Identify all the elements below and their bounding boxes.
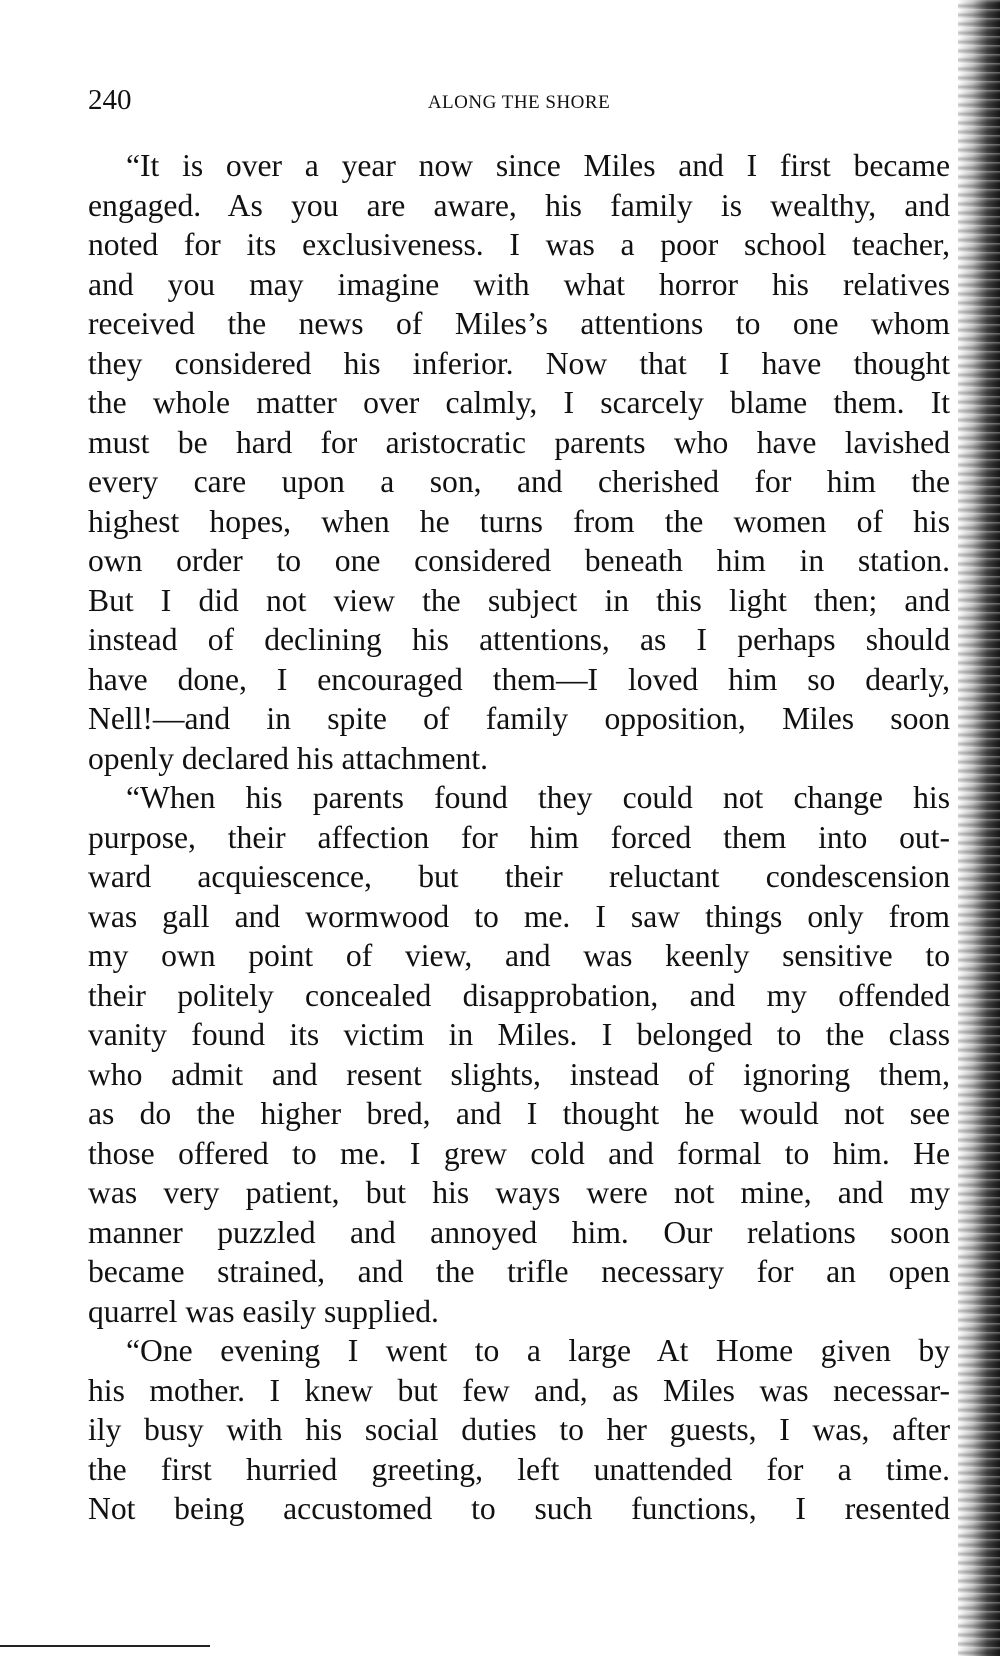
text-line: “One evening I went to a large At Home given by — [126, 1333, 950, 1368]
text-line: they considered his inferior. Now that I have thought — [88, 345, 950, 381]
text-line: quarrel was easily supplied. — [88, 1293, 439, 1329]
text-line: who admit and resent slights, instead of ignoring them, — [88, 1056, 950, 1092]
text-line: have done, I encouraged them—I loved him so dearly, — [88, 661, 950, 697]
running-title: ALONG THE SHORE — [427, 92, 611, 113]
page-number: 240 — [88, 84, 132, 116]
text-line: those offered to me. I grew cold and formal to him. He — [88, 1135, 950, 1171]
text-line: own order to one considered beneath him in station. — [88, 543, 950, 578]
body-text — [88, 146, 950, 1529]
text-line: was very patient, but his ways were not mine, and my — [88, 1175, 950, 1210]
text-line: openly declared his attachment. — [88, 740, 489, 776]
text-line: was gall and wormwood to me. I saw things only from — [88, 898, 950, 934]
text-line: “When his parents found they could not change his — [126, 780, 950, 815]
text-line: his mother. I knew but few and, as Miles was necessar- — [88, 1372, 950, 1408]
text-line: purpose, their affection for him forced them into out- — [88, 819, 950, 855]
text-line: noted for its exclusiveness. I was a poor school teacher, — [88, 227, 950, 262]
text-line: engaged. As you are aware, his family is wealthy, and — [88, 187, 950, 223]
text-line: instead of declining his attentions, as I perhaps should — [88, 622, 950, 657]
text-line: and you may imagine with what horror his relatives — [88, 266, 950, 302]
text-line: their politely concealed disapprobation, and my offended — [88, 977, 950, 1013]
text-line: the whole matter over calmly, I scarcely blame them. It — [88, 385, 950, 420]
text-line: manner puzzled and annoyed him. Our relations soon — [88, 1214, 950, 1250]
text-line: But I did not view the subject in this light then; and — [88, 582, 950, 618]
text-line: vanity found its victim in Miles. I belonged to the class — [88, 1017, 950, 1052]
text-line: the first hurried greeting, left unattended for a time. — [88, 1451, 950, 1487]
text-line: as do the higher bred, and I thought he would not see — [88, 1096, 950, 1131]
text-line: ily busy with his social duties to her guests, I was, after — [88, 1412, 950, 1447]
binding-speckle — [958, 0, 1000, 1656]
text-line: Nell!—and in spite of family opposition, Miles soon — [88, 701, 950, 736]
text-line: “It is over a year now since Miles and I first became — [126, 148, 950, 183]
text-line: received the news of Miles’s attentions to one whom — [88, 306, 950, 341]
running-head — [88, 80, 950, 120]
text-line: every care upon a son, and cherished for him the — [88, 464, 950, 499]
text-line: ward acquiescence, but their reluctant condescension — [88, 859, 950, 894]
text-line: Not being accustomed to such functions, I resented — [88, 1491, 950, 1526]
text-line: must be hard for aristocratic parents who have lavished — [88, 424, 950, 460]
text-line: my own point of view, and was keenly sensitive to — [88, 938, 950, 973]
text-line: highest hopes, when he turns from the women of his — [88, 503, 950, 539]
text-line: became strained, and the trifle necessary for an open — [88, 1254, 950, 1289]
scan-artifact-line — [0, 1645, 210, 1647]
